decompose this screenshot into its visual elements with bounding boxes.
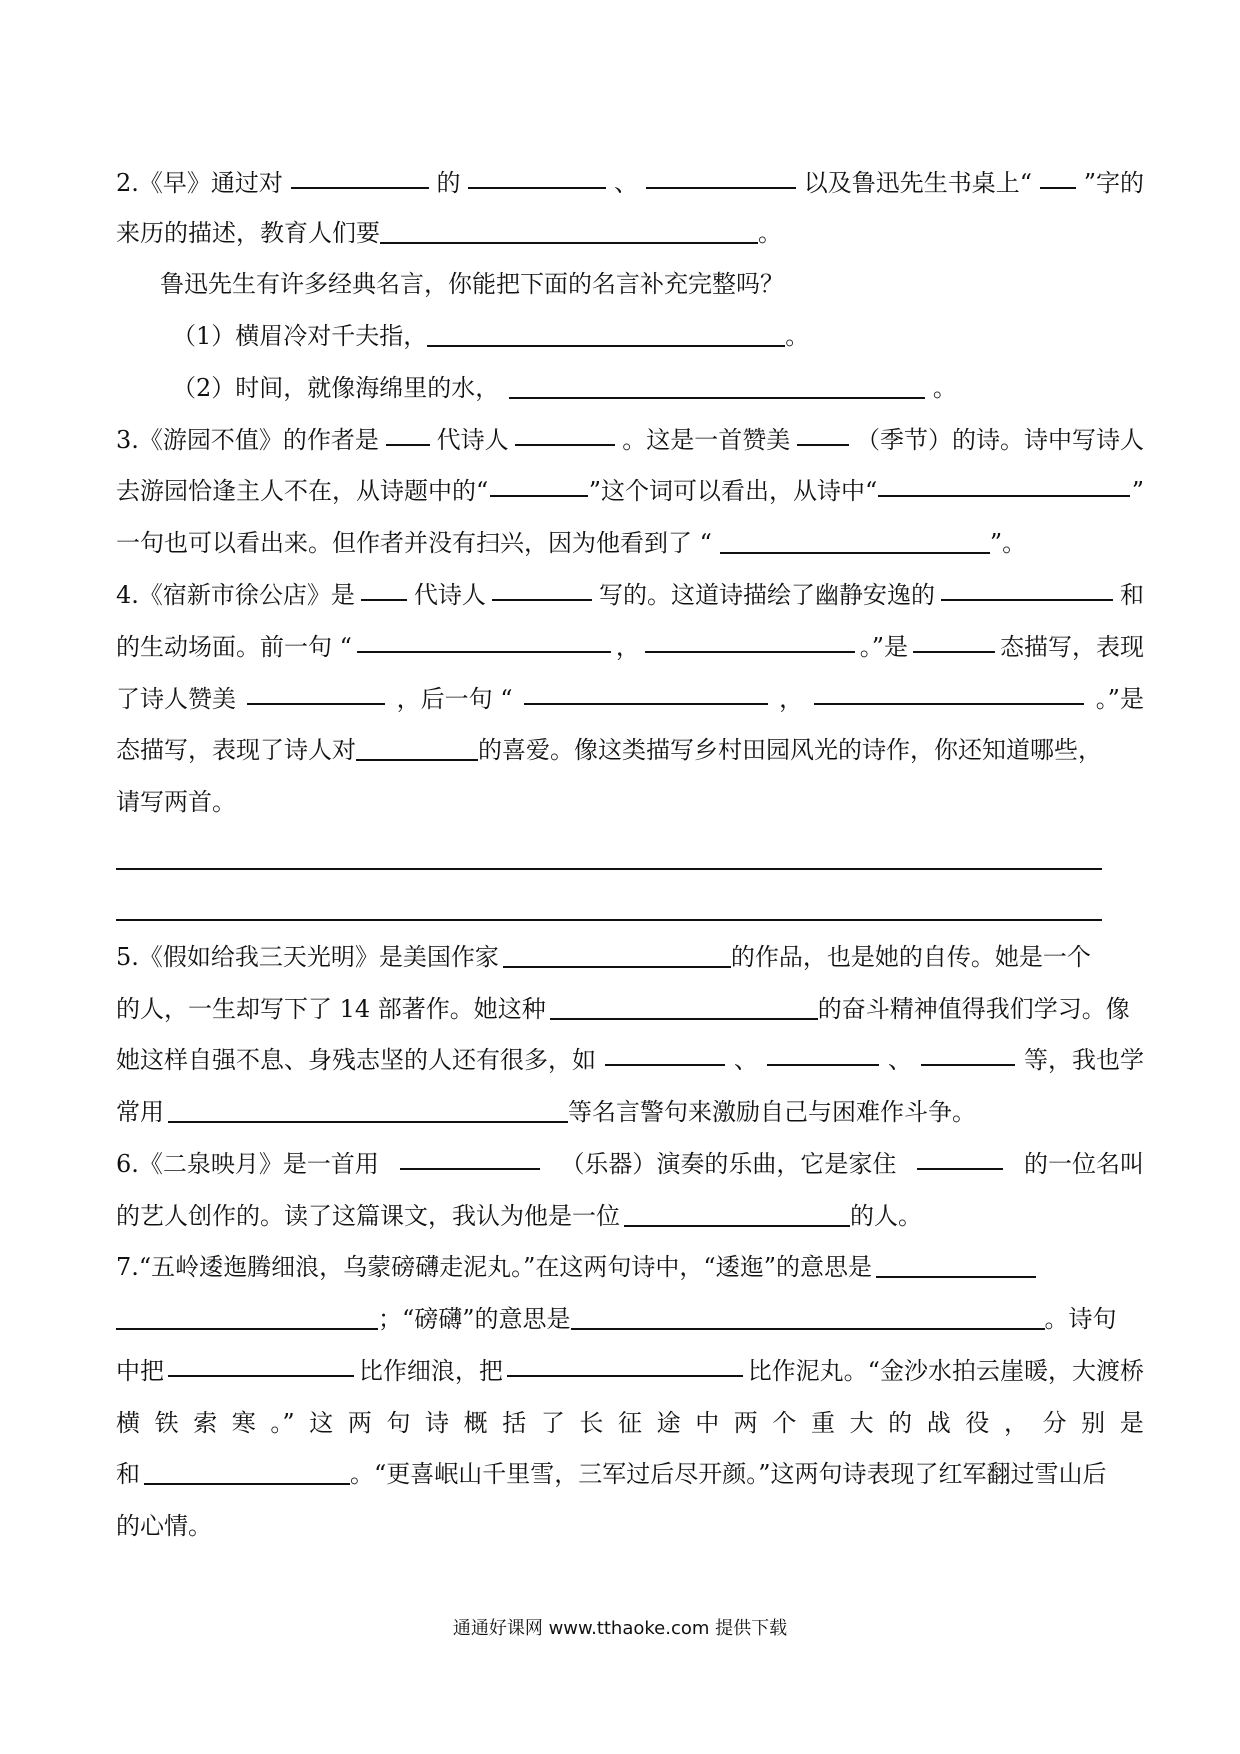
q7-text: 比作泥丸。“金沙水拍云崖暖，大渡桥 [747, 1357, 1144, 1385]
q2-line-1 [116, 157, 1144, 209]
q3-text: 代诗人 [436, 426, 509, 454]
q3-text: 3.《游园不值》的作者是 [116, 426, 379, 454]
q2-item-1 [172, 310, 1200, 362]
q7-char: 是 [1119, 1409, 1144, 1437]
q4-text: 请写两首。 [116, 788, 236, 816]
q7-blank-1[interactable] [876, 1246, 1036, 1278]
q5-text: 常用 [116, 1098, 164, 1126]
q4-blank-10[interactable] [356, 729, 478, 761]
q7-char: 。” [270, 1409, 295, 1437]
q2-text: 来历的描述，教育人们要 [116, 219, 380, 247]
q4-blank-9[interactable] [814, 673, 1084, 705]
q4-text: 代诗人 [413, 581, 486, 609]
q3-blank-5[interactable] [878, 465, 1130, 497]
q2-text: （1）横眉冷对千夫指， [172, 322, 428, 350]
q3-text: ”。 [989, 529, 1027, 557]
q4-text: ，后一句 “ [396, 685, 513, 713]
q2-blank-7[interactable] [509, 367, 925, 399]
q7-char: 句 [386, 1409, 411, 1437]
q7-char: 寒 [231, 1409, 256, 1437]
q5-text: 的人，一生却写下了 14 部著作。她这种 [116, 995, 546, 1023]
q2-blank-6[interactable] [427, 315, 785, 347]
q6-blank-1[interactable] [400, 1138, 540, 1170]
q4-line-2 [116, 621, 1144, 673]
q7-line-2 [116, 1293, 1144, 1345]
q7-char: 两 [733, 1409, 758, 1437]
q7-char: 铁 [154, 1409, 179, 1437]
q3-text: 一句也可以看出来。但作者并没有扫兴，因为他看到了 “ [116, 529, 712, 557]
q7-char: 重 [810, 1409, 835, 1437]
q6-line-2 [116, 1190, 1144, 1242]
q7-blank-2[interactable] [116, 1298, 378, 1330]
q5-text: 、 [888, 1046, 912, 1074]
q4-text: 写的。这道诗描绘了幽静安逸的 [598, 581, 935, 609]
q7-char: 索 [193, 1409, 218, 1437]
q5-text: 她这样自强不息、身残志坚的人还有很多，如 [116, 1046, 596, 1074]
q7-text: ；“磅礴”的意思是 [378, 1305, 571, 1333]
q7-char: 两 [347, 1409, 372, 1437]
q2-text: 。 [785, 322, 810, 350]
q3-text: 去游园恰逢主人不在，从诗题中的“ [116, 477, 489, 505]
q4-line-1 [116, 569, 1144, 621]
q3-blank-3[interactable] [797, 414, 849, 446]
q2-blank-2[interactable] [468, 157, 606, 189]
q7-blank-4[interactable] [168, 1345, 354, 1377]
q5-blank-5[interactable] [921, 1034, 1015, 1066]
q6-text: 6.《二泉映月》是一首用 [116, 1150, 379, 1178]
q5-text: 的奋斗精神值得我们学习。像 [817, 995, 1130, 1023]
q6-text: 的人。 [850, 1202, 922, 1230]
q5-text: 5.《假如给我三天光明》是美国作家 [116, 943, 499, 971]
q2-text: 。 [925, 374, 957, 402]
q2-blank-4[interactable] [1040, 157, 1076, 189]
q7-char: 诗 [425, 1409, 450, 1437]
q7-text: 比作细浪，把 [358, 1357, 503, 1385]
q7-line-3 [116, 1345, 1144, 1397]
q2-text: 鲁迅先生有许多经典名言，你能把下面的名言补充完整吗？ [160, 270, 784, 298]
q3-text: ”这个词可以看出，从诗中“ [588, 477, 878, 505]
q5-blank-1[interactable] [503, 936, 731, 968]
q2-text: 2.《早》通过对 [116, 169, 283, 197]
q7-char: 中 [695, 1409, 720, 1437]
q5-text: 的作品，也是她的自传。她是一个 [730, 943, 1091, 971]
q4-blank-3[interactable] [941, 569, 1113, 601]
q5-line-3 [116, 1034, 1144, 1086]
q4-answer-line-2[interactable] [116, 919, 1102, 921]
q4-text: 。”是 [1095, 685, 1144, 713]
q4-text: 态描写，表现 [1000, 633, 1144, 661]
q7-text: 中把 [116, 1357, 164, 1385]
q7-line-5 [116, 1448, 1144, 1500]
q3-line-2 [116, 465, 1144, 517]
q4-line-4 [116, 724, 1144, 776]
q6-blank-3[interactable] [624, 1195, 850, 1227]
q5-blank-6[interactable] [168, 1091, 568, 1123]
q7-blank-5[interactable] [507, 1345, 743, 1377]
q7-line-4 [116, 1397, 1144, 1449]
q4-blank-6[interactable] [913, 621, 995, 653]
q4-blank-8[interactable] [524, 673, 768, 705]
q4-text: 。”是 [859, 633, 909, 661]
q3-line-3 [116, 517, 1144, 569]
q7-char: 的 [888, 1409, 913, 1437]
q4-blank-5[interactable] [645, 621, 855, 653]
q7-char: 概 [463, 1409, 488, 1437]
q3-blank-6[interactable] [720, 522, 990, 554]
q5-line-1 [116, 931, 1144, 983]
q7-text: 。诗句 [1044, 1305, 1117, 1333]
q7-char: 途 [656, 1409, 681, 1437]
q4-line-5 [116, 776, 1144, 828]
q6-text: 的艺人创作的。读了这篇课文，我认为他是一位 [116, 1202, 620, 1230]
q2-item-2 [172, 362, 1200, 414]
q4-blank-4[interactable] [357, 621, 611, 653]
q3-text: （季节）的诗。诗中写诗人 [855, 426, 1144, 454]
q2-text: 以及鲁迅先生书桌上“ [803, 169, 1033, 197]
q7-line-1 [116, 1241, 1144, 1293]
q4-text: 的喜爱。像这类描写乡村田园风光的诗作，你还知道哪些， [478, 736, 1102, 764]
q4-blank-7[interactable] [247, 673, 385, 705]
q2-text: 、 [614, 169, 639, 197]
q5-text: 等，我也学 [1024, 1046, 1144, 1074]
q7-char: 这 [309, 1409, 334, 1437]
q5-blank-2[interactable] [550, 988, 818, 1020]
q4-text: 4.《宿新市徐公店》是 [116, 581, 355, 609]
q3-blank-2[interactable] [515, 414, 615, 446]
q2-text: ”字的 [1083, 169, 1144, 197]
q7-char: 别 [1081, 1409, 1106, 1437]
q7-char: 横 [116, 1409, 140, 1437]
q4-blank-2[interactable] [492, 569, 592, 601]
q6-text: （乐器）演奏的乐曲，它是家住 [560, 1150, 897, 1178]
q4-answer-line-1[interactable] [116, 868, 1102, 870]
page-footer: 通通好课网 www.tthaoke.com 提供下载 [452, 1618, 788, 1639]
q7-text: 和 [116, 1460, 140, 1488]
q7-line-6 [116, 1500, 1144, 1552]
q4-text: 了诗人赞美 [116, 685, 236, 713]
q4-line-3 [116, 673, 1144, 725]
q6-text: 的一位名叫 [1023, 1150, 1144, 1178]
q4-text: 的生动场面。前一句 “ [116, 633, 352, 661]
q2-blank-3[interactable] [646, 157, 796, 189]
q4-text: ， [615, 633, 640, 661]
q2-text: 。 [758, 219, 782, 247]
q7-char: 长 [579, 1409, 604, 1437]
q7-char: 征 [618, 1409, 642, 1437]
q3-blank-1[interactable] [386, 414, 430, 446]
q7-text: 。“更喜岷山千里雪，三军过后尽开颜。”这两句诗表现了红军翻过雪山后 [350, 1460, 1107, 1488]
q5-line-4 [116, 1086, 1144, 1138]
q7-char: 括 [502, 1409, 527, 1437]
q5-text: 等名言警句来激励自己与困难作斗争。 [568, 1098, 976, 1126]
q4-blank-1[interactable] [361, 569, 407, 601]
q6-blank-2[interactable] [917, 1138, 1003, 1170]
q4-text: 和 [1120, 581, 1144, 609]
q3-blank-4[interactable] [490, 465, 588, 497]
q5-blank-4[interactable] [767, 1034, 879, 1066]
q2-blank-5[interactable] [380, 212, 758, 244]
q7-blank-6[interactable] [144, 1453, 350, 1485]
q2-line-2 [116, 207, 1144, 259]
q2-text: （2）时间，就像海绵里的水， [172, 374, 500, 402]
q3-text: 。这是一首赞美 [622, 426, 791, 454]
q2-text: 的 [436, 169, 461, 197]
q3-text: ” [1131, 477, 1144, 505]
q4-text: ， [779, 685, 804, 713]
q7-char: 分 [1042, 1409, 1067, 1437]
q5-line-2 [116, 983, 1144, 1035]
q7-char: 个 [772, 1409, 797, 1437]
q6-line-1 [116, 1138, 1144, 1190]
q5-text: 、 [734, 1046, 758, 1074]
q3-line-1 [116, 414, 1144, 466]
q7-text: 7.“五岭逶迤腾细浪，乌蒙磅礴走泥丸。”在这两句诗中，“逶迤”的意思是 [116, 1253, 872, 1281]
q4-text: 态描写，表现了诗人对 [116, 736, 356, 764]
q7-blank-3[interactable] [571, 1298, 1045, 1330]
q7-char: 战 [926, 1409, 951, 1437]
q7-char: 了 [540, 1409, 565, 1437]
q5-blank-3[interactable] [605, 1034, 725, 1066]
q7-char: ， [1003, 1409, 1028, 1437]
q7-text: 的心情。 [116, 1512, 212, 1540]
q2-blank-1[interactable] [291, 157, 429, 189]
q2-quote-intro [160, 258, 1188, 310]
q7-char: 大 [849, 1409, 874, 1437]
q7-char: 役 [965, 1409, 990, 1437]
